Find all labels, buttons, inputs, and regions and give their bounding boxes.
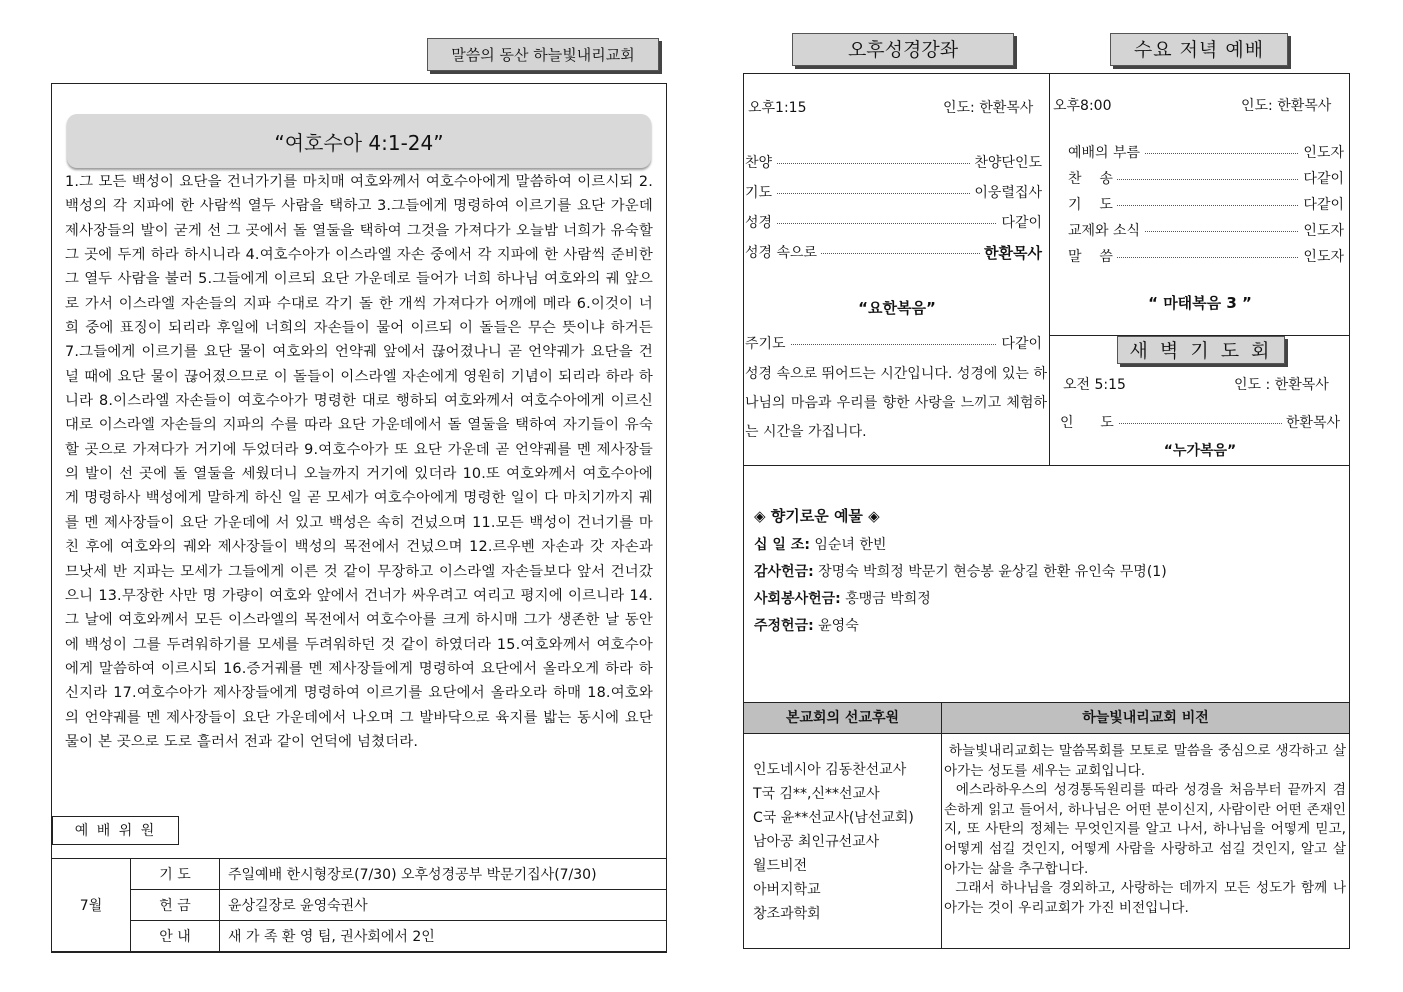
mission-header: 본교회의 선교후원 (785, 710, 900, 726)
wednesday-time: 오후8:00 (1053, 98, 1112, 114)
mission-item: 남아공 최인규선교사 (753, 834, 880, 850)
wednesday-book: “ 마태복음 3 ” (1148, 294, 1252, 312)
order-item: 성경 속으로 한환목사 (745, 240, 1042, 266)
dawn-order: 인 도 한환목사 (1060, 410, 1340, 436)
vision-header: 하늘빛내리교회 비전 (1082, 710, 1209, 726)
wednesday-tag: 수요 저녁 예배 (1110, 33, 1288, 66)
mission-item: 아버지학교 (753, 882, 821, 898)
committee-month: 7월 (52, 859, 131, 952)
offerings-list (754, 532, 1344, 640)
scripture-title: “여호수아 4:1-24” (67, 114, 651, 168)
committee-table (52, 858, 667, 952)
mission-item: 인도네시아 김동찬선교사 (753, 762, 907, 778)
order-item: 기 도 다같이 (1068, 192, 1344, 218)
afternoon-leader: 인도: 한환목사 (943, 100, 1034, 116)
offering-row: 감사헌금: 장명숙 박희정 박문기 현승봉 윤상길 한환 유인숙 무명(1) (754, 564, 1167, 580)
dawn-book: “누가복음” (1163, 443, 1237, 459)
afternoon-tag: 오후성경강좌 (792, 33, 1014, 66)
mission-list (753, 758, 939, 926)
committee-role: 기 도 (131, 859, 220, 890)
mission-item: 월드비전 (753, 858, 808, 874)
committee-label: 예 배 위 원 (52, 816, 179, 845)
divider (941, 702, 942, 949)
divider (743, 733, 1350, 734)
order-item: 교제와 소식 인도자 (1068, 218, 1344, 244)
divider (1049, 73, 1050, 466)
committee-role: 안 내 (131, 921, 220, 952)
wednesday-leader: 인도: 한환목사 (1241, 98, 1332, 114)
mission-item: T국 김**,신**선교사 (753, 786, 880, 802)
order-item: 예배의 부름 인도자 (1068, 140, 1344, 166)
offering-row: 십 일 조: 임순녀 한빈 (754, 537, 887, 553)
offering-row: 주정헌금: 윤영숙 (754, 618, 859, 634)
offerings-heading: ◈ 향기로운 예물 ◈ (754, 507, 880, 525)
vision-paragraph: 그래서 하나님을 경외하고, 사랑하는 데까지 모든 성도가 함께 나아가는 것이 우리교회가 가진 비전입니다. (944, 880, 1346, 916)
afternoon-description: 성경 속으로 뛰어드는 시간입니다. 성경에 있는 하나님의 마음과 우리를 향한 사랑을 느끼고 체험하는 시간을 가집니다. (745, 366, 1047, 440)
scripture-text: 1.그 모든 백성이 요단을 건너가기를 마치매 여호와께서 여호수아에게 말씀하여 이르시되 2.백성의 각 지파에 한 사람씩 열두 사람을 택하고 3.그들에게 명령하여 이르기를 요단 가운데 제사장들의 발이 굳게 선 그 곳에서 돌 열둘을 택하여 그것을 가져다가 오늘밤 너희가 유숙할 그 곳에 두게 하라 하시니라 4.여호수아가 이스라엘 자손 중에서 각 지파에 한 사람씩 준비한 그 열두 사람을 불러 5.그들에게 이르되 요단 가운데로 들어가 너희 하나님 여호와의 궤 앞으로 가서 이스라엘 자손들의 지파 수대로 각기 돌 한 개씩 가져다가 어깨에 메라 6.이것이 너희 중에 표징이 되리라 후일에 너희의 자손들이 물어 이르되 이 돌들은 무슨 뜻이냐 하거든 7.그들에게 이르기를 요단 물이 여호와의 언약궤 앞에서 끊어졌나니 곧 언약궤가 요단을 건널 때에 요단 물이 끊어졌으므로 이 돌들이 이스라엘 자손에게 영원히 기념이 되리라 하라 하니라 8.이스라엘 자손들이 여호수아가 명령한 대로 행하되 여호와께서 여호수아에게 이르신 대로 이스라엘 자손들의 지파의 수를 따라 요단 가운데에서 돌 열둘을 택하여 자기들이 유숙할 곳으로 가져다가 거기에 두었더라 9.여호수아가 또 요단 가운데 곧 언약궤를 멘 제사장들의 발이 선 곳에 돌 열둘을 세웠더니 오늘까지 거기에 있더라 10.또 여호와께서 여호수아에게 명령하사 백성에게 말하게 하신 일 곧 모세가 여호수아에게 명령한 일이 다 마치기까지 궤를 멘 제사장들이 요단 가운데에 서 있고 백성은 속히 건넜으며 11.모든 백성이 건너기를 마친 후에 여호와의 궤와 제사장들이 백성의 목전에서 건넜으며 12.르우벤 자손과 갓 자손과 므낫세 반 지파는 모세가 그들에게 이른 것 같이 무장하고 이스라엘 자손들보다 앞서 건너갔으니 13.무장한 사만 명 가량이 여호와 앞에서 건너가 싸우려고 여리고 평지에 이르니라 14.그 날에 여호와께서 모든 이스라엘의 목전에서 여호수아를 크게 하시매 그가 생존한 날 동안에 백성이 그를 두려워하기를 모세를 두려워하던 것 같이 하였더라 15.여호와께서 여호수아에게 말씀하여 이르시되 16.증거궤를 멘 제사장들에게 명령하여 요단에서 올라오게 하라 하신지라 17.여호수아가 제사장들에게 명령하여 이르기를 요단에서 올라오라 하매 18.여호와의 언약궤를 멘 제사장들이 요단 가운데에서 나오며 그 발바닥으로 육지를 밟는 동시에 요단 물이 본 곳으로 도로 흘러서 전과 같이 언덕에 넘쳤더라. (65, 174, 653, 750)
committee-role: 헌 금 (131, 890, 220, 921)
committee-value: 윤상길장로 윤영숙권사 (220, 890, 667, 921)
committee-value: 새 가 족 환 영 팀, 권사회에서 2인 (220, 921, 667, 952)
mission-item: C국 윤**선교사(남선교회) (753, 810, 914, 826)
committee-value: 주일예배 한시형장로(7/30) 오후성경공부 박문기집사(7/30) (220, 859, 667, 890)
mission-item: 창조과학회 (753, 906, 821, 922)
dawn-time: 오전 5:15 (1063, 377, 1126, 393)
dawn-tag: 새 벽 기 도 회 (1117, 336, 1285, 364)
order-item: 찬 송 다같이 (1068, 166, 1344, 192)
dawn-leader: 인도 : 한환목사 (1234, 377, 1329, 393)
order-item: 성경 다같이 (745, 210, 1042, 236)
afternoon-time: 오후1:15 (748, 100, 807, 116)
afternoon-order (745, 150, 1042, 266)
lords-prayer: 주기도 다같이 (745, 331, 1042, 357)
order-item: 기도 이웅렬집사 (745, 180, 1042, 206)
afternoon-book: “요한복음” (858, 299, 936, 317)
wednesday-order (1068, 140, 1344, 270)
vision-paragraph: 하늘빛내리교회는 말씀목회를 모토로 말씀을 중심으로 생각하고 살아가는 성도를 세우는 교회입니다. (944, 743, 1346, 779)
order-item: 찬양 찬양단인도 (745, 150, 1042, 176)
offering-row: 사회봉사헌금: 홍맹금 박희정 (754, 591, 931, 607)
header-tag: 말씀의 동산 하늘빛내리교회 (427, 38, 659, 71)
vision-text (944, 742, 1351, 918)
vision-paragraph: 에스라하우스의 성경통독원리를 따라 성경을 처음부터 끝까지 겸손하게 읽고 들어서, 하나님은 어떤 분이신지, 사람이란 어떤 존재인지, 또 사탄의 정체는 무엇인지를 알고 나서, 하나님을 어떻게 믿고, 어떻게 섬길 것인지, 어떻게 사람을 사랑하고 섬길 것인지, 알고 살아가는 삶을 추구합니다. (944, 782, 1351, 877)
order-item: 말 씀 인도자 (1068, 244, 1344, 270)
divider (743, 465, 1350, 466)
